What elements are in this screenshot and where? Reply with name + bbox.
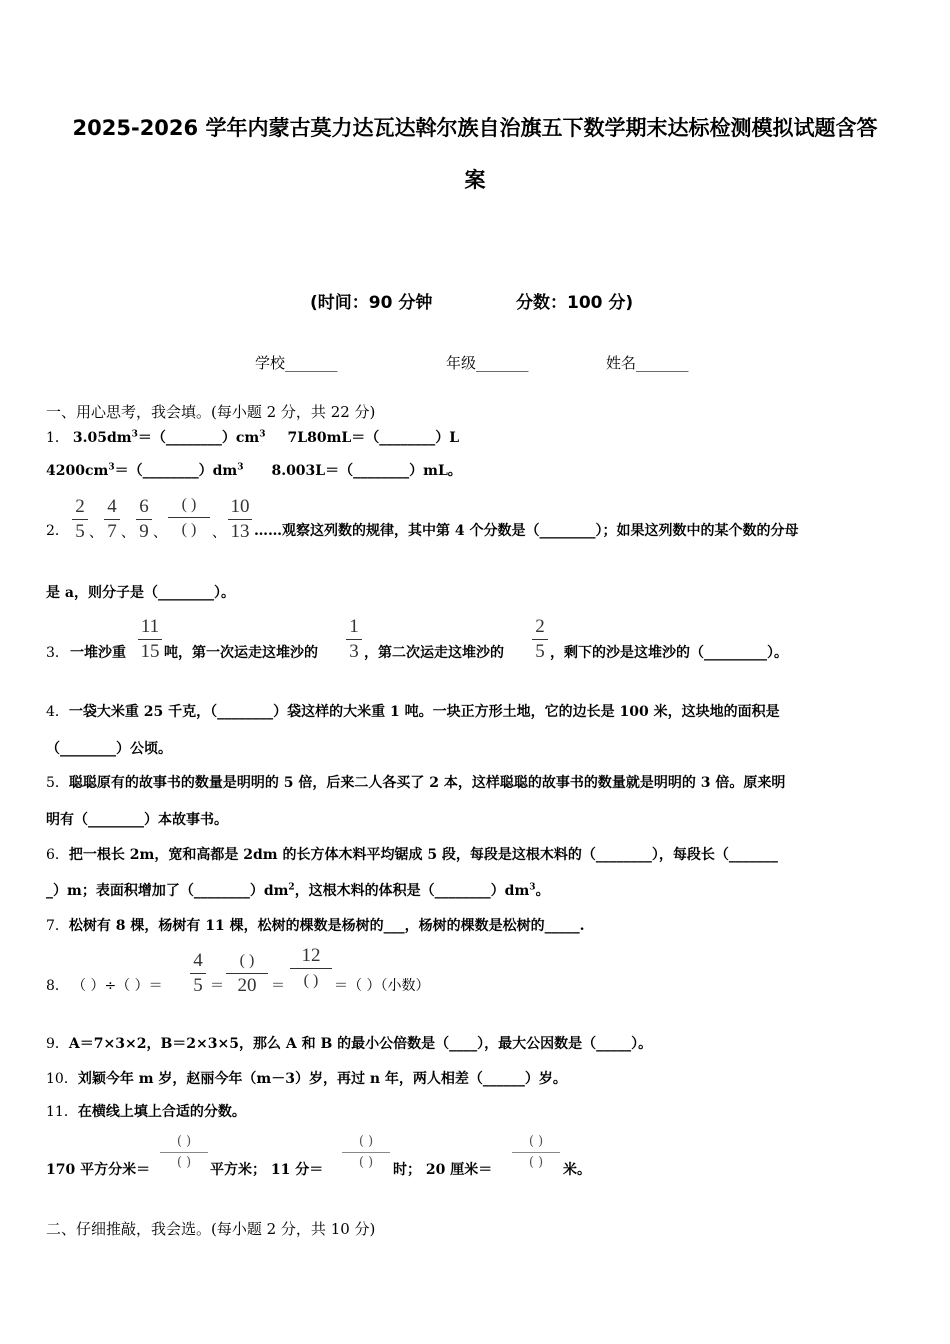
q2-fraction-3: 6 9 <box>136 496 152 543</box>
q1-part-e: ＝（________）dm <box>114 463 238 479</box>
q1-part-e-sup: 3 <box>237 462 244 473</box>
q2-sep: 、 <box>212 525 226 541</box>
q3-fraction-1: 11 15 <box>138 616 162 663</box>
question-number: 1． <box>46 430 69 446</box>
name-field: 姓名_______ <box>606 354 689 372</box>
grade-field: 年级_______ <box>446 354 529 372</box>
q2-sep: 、 <box>153 525 167 541</box>
school-field: 学校_______ <box>255 354 338 372</box>
q2-text-line2: 是 a，则分子是（________）。 <box>46 585 235 601</box>
question-5-line2: 明有（________）本故事书。 <box>46 812 228 828</box>
q1-part-b-sup: 3 <box>259 429 266 440</box>
q8-text-4: ＝（ ）（小数） <box>334 978 430 994</box>
section2-heading: 二、仔细推敲，我会选。(每小题 2 分，共 10 分) <box>46 1220 376 1238</box>
q8-fraction-3: 12 ( ) <box>290 945 332 992</box>
question-4-line2: （________）公顷。 <box>46 741 172 757</box>
q11-text-3: 时； 20 厘米＝ <box>393 1162 493 1178</box>
section1-heading: 一、用心思考，我会填。(每小题 2 分，共 22 分) <box>46 403 376 421</box>
q2-sep: 、 <box>121 525 135 541</box>
q2-fraction-5: 10 13 <box>228 496 252 543</box>
q1-part-d-sup: 3 <box>108 462 115 473</box>
q11-fraction-1: ( ) ( ) <box>160 1134 208 1171</box>
question-6-line1: 6．把一根长 2m，宽和高都是 2dm 的长方体木料平均锯成 5 段，每段是这根木料的（________），每段长（_______ <box>46 847 778 863</box>
q11-fraction-2: ( ) ( ) <box>342 1134 390 1171</box>
q2-sep: 、 <box>89 525 103 541</box>
q11-fraction-3: ( ) ( ) <box>512 1134 560 1171</box>
question-8-number: 8． <box>46 978 69 994</box>
question-3-number: 3． <box>46 645 69 661</box>
q2-fraction-4-blank: ( ) ( ) <box>168 494 210 541</box>
q2-fraction-2: 4 7 <box>104 496 120 543</box>
q1-part-f: 8.003L＝（________）mL。 <box>271 463 462 479</box>
q8-fraction-1: 4 5 <box>190 950 206 997</box>
q2-text: ……观察这列数的规律，其中第 4 个分数是（________）；如果这列数中的某个数的分母 <box>254 523 799 539</box>
q8-equals: ＝ <box>210 978 224 994</box>
q11-text-4: 米。 <box>563 1162 591 1178</box>
question-6-line2: _）m；表面积增加了$(\_\_\_\_\_\_\_\_)dm^2$，这根木料的体积是$(\_\_\_\_\_\_\_\_)dm^3$。 <box>46 882 550 899</box>
q3-text-3: ，第二次运走这堆沙的 <box>364 645 504 661</box>
question-1-line2 <box>46 460 462 480</box>
q3-fraction-3: 2 5 <box>532 616 548 663</box>
score-label: 分数：100 分) <box>516 293 634 313</box>
q3-text-2: 吨，第一次运走这堆沙的 <box>164 645 318 661</box>
page-title-continued: 案 <box>464 168 486 192</box>
q1-part-d: 4200cm <box>46 463 109 479</box>
q8-fraction-2: ( ) 20 <box>226 950 268 997</box>
time-label: (时间：90 分钟 <box>310 293 433 313</box>
page-title: 2025-2026 学年内蒙古莫力达瓦达斡尔族自治旗五下数学期末达标检测模拟试题含答 <box>72 116 878 140</box>
question-9: 9．A＝7×3×2，B＝2×3×5，那么 A 和 B 的最小公倍数是（____），最大公因数是（_____）。 <box>46 1036 653 1052</box>
q8-text-1: （ ）÷（ ）＝ <box>72 978 163 994</box>
q3-fraction-2: 1 3 <box>346 616 362 663</box>
q1-part-a: 3.05dm <box>72 430 132 446</box>
question-7: 7．松树有 8 棵，杨树有 11 棵，松树的棵数是杨树的___，杨树的棵数是松树的_____. <box>46 918 585 934</box>
q1-part-c: 7L80mL＝（________）L <box>287 430 460 446</box>
q8-equals: ＝ <box>271 978 285 994</box>
q2-fraction-1: 2 5 <box>72 496 88 543</box>
q3-text-1: 一堆沙重 <box>70 645 126 661</box>
question-4-line1: 4．一袋大米重 25 千克，（________）袋这样的大米重 1 吨。一块正方形土地，它的边长是 100 米，这块地的面积是 <box>46 704 780 720</box>
q1-part-a-sup: 3 <box>131 429 138 440</box>
q1-part-b: ＝（________）cm <box>137 430 260 446</box>
question-10: 10．刘颖今年 m 岁，赵丽今年（m－3）岁，再过 n 年，两人相差（______）岁。 <box>46 1071 567 1087</box>
q11-text-1: 170 平方分米＝ <box>46 1162 151 1178</box>
question-1-line1 <box>46 427 459 447</box>
q3-text-4: ，剩下的沙是这堆沙的（_________）。 <box>550 645 788 661</box>
q11-text-2: 平方米； 11 分＝ <box>210 1162 324 1178</box>
question-2-number: 2． <box>46 523 69 539</box>
question-11: 11．在横线上填上合适的分数。 <box>46 1104 246 1120</box>
question-5-line1: 5．聪聪原有的故事书的数量是明明的 5 倍，后来二人各买了 2 本，这样聪聪的故事书的数量就是明明的 3 倍。原来明 <box>46 775 786 791</box>
